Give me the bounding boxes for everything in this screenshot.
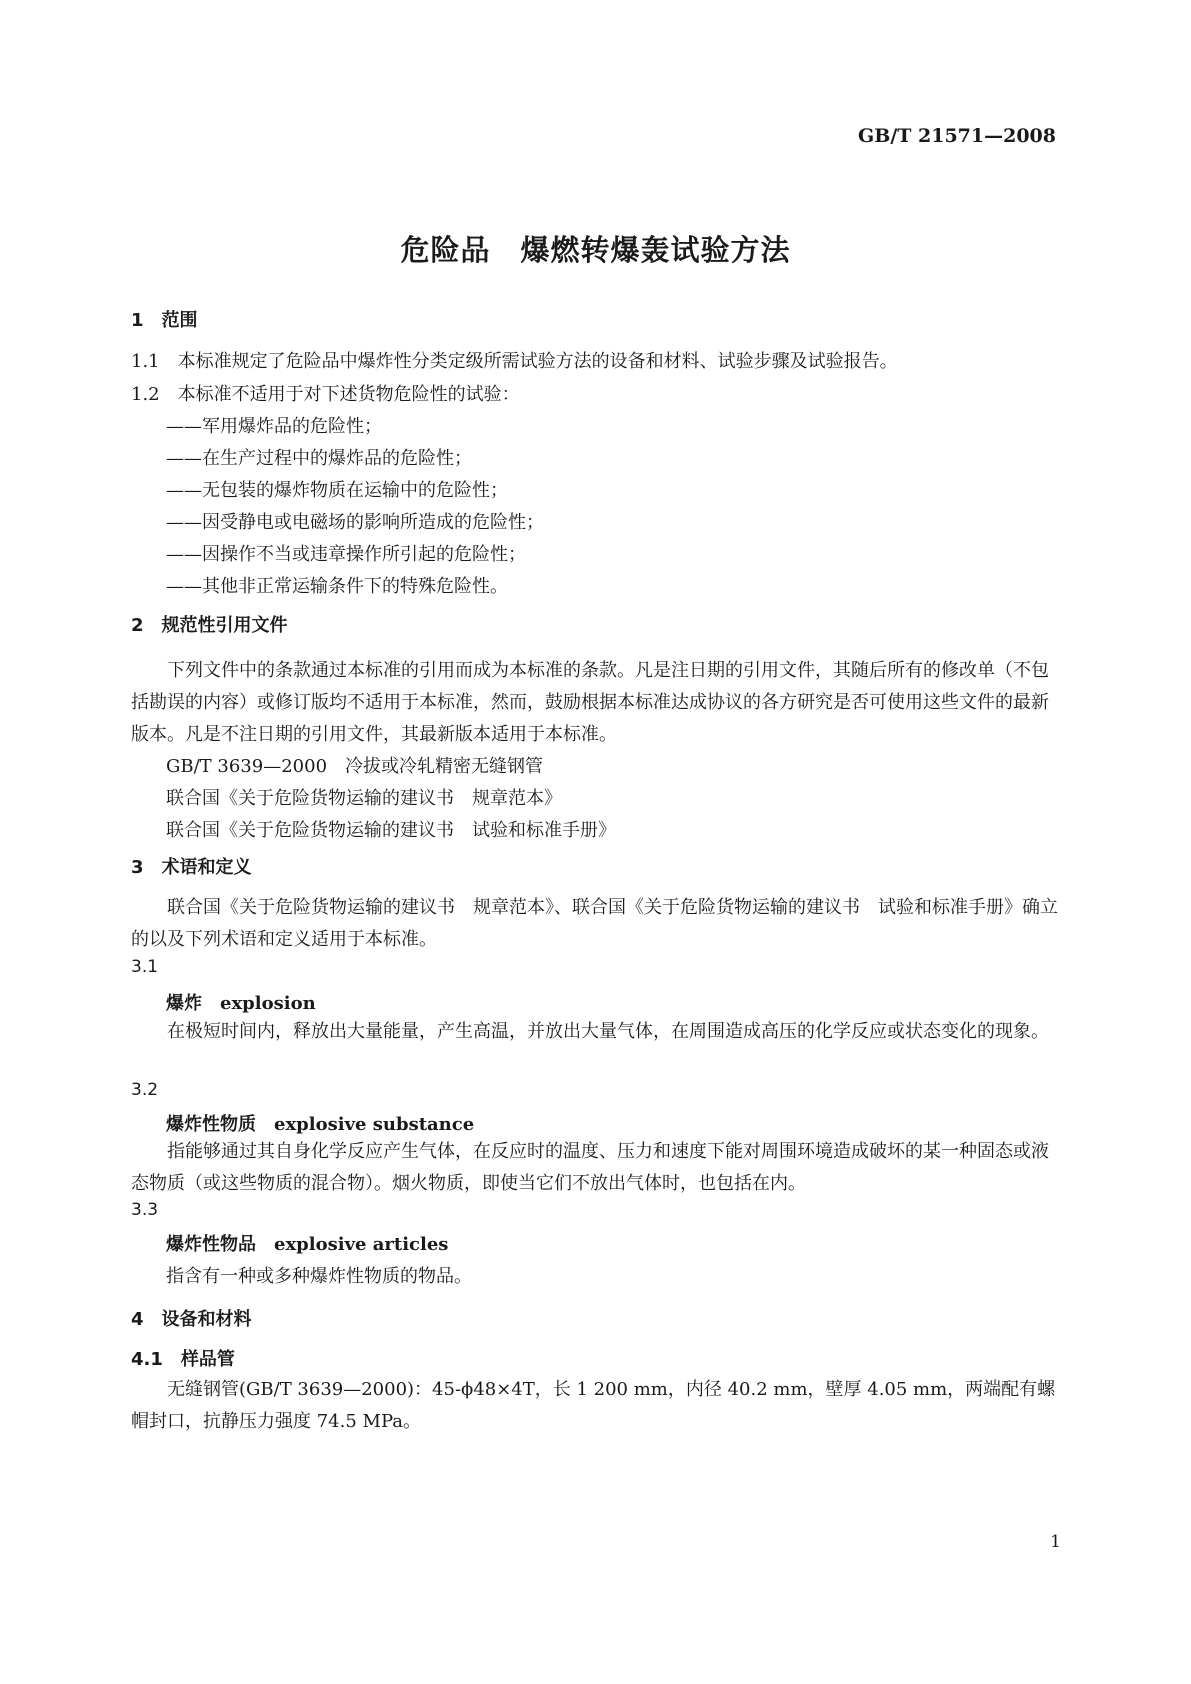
term-definition: 指含有一种或多种爆炸性物质的物品。	[166, 1266, 472, 1287]
reference-item: 联合国《关于危险货物运输的建议书 规章范本》	[166, 788, 562, 809]
section-4-heading: 4 设备和材料	[131, 1309, 252, 1330]
term-number: 3.1	[131, 957, 159, 977]
term-number: 3.2	[131, 1080, 159, 1100]
clause-1-2: 1.2 本标准不适用于对下述货物危险性的试验：	[131, 384, 520, 405]
term-number: 3.3	[131, 1200, 159, 1220]
clause-4-1-heading: 4.1 样品管	[131, 1349, 235, 1370]
term-definition: 在极短时间内，释放出大量能量，产生高温，并放出大量气体，在周围造成高压的化学反应或状态变化的现象。	[167, 1021, 1049, 1042]
term-name: 爆炸 explosion	[166, 993, 316, 1014]
section-2-paragraph: 下列文件中的条款通过本标准的引用而成为本标准的条款。凡是注日期的引用文件，其随后所有的修改单（不包括勘误的内容）或修订版均不适用于本标准，然而，鼓励根据本标准达成协议的各方研究是否可使用这些文件的最新版本。凡是不注日期的引用文件，其最新版本适用于本标准。	[131, 660, 1049, 745]
page-number: 1	[1050, 1532, 1061, 1552]
reference-item: 联合国《关于危险货物运输的建议书 试验和标准手册》	[166, 820, 616, 841]
reference-item: GB/T 3639—2000 冷拔或冷轧精密无缝钢管	[166, 756, 544, 777]
term-name: 爆炸性物品 explosive articles	[166, 1234, 449, 1255]
document-title: 危险品 爆燃转爆轰试验方法	[400, 233, 791, 267]
list-item: ——无包装的爆炸物质在运输中的危险性；	[166, 480, 508, 501]
term-name: 爆炸性物质 explosive substance	[166, 1114, 475, 1135]
list-item: ——军用爆炸品的危险性；	[166, 416, 382, 437]
section-1-heading: 1 范围	[131, 310, 198, 331]
section-3-paragraph: 联合国《关于危险货物运输的建议书 规章范本》、联合国《关于危险货物运输的建议书 试验和标准手册》确立的以及下列术语和定义适用于本标准。	[131, 897, 1058, 950]
list-item: ——在生产过程中的爆炸品的危险性；	[166, 448, 472, 469]
list-item: ——因受静电或电磁场的影响所造成的危险性；	[166, 512, 544, 533]
section-2-heading: 2 规范性引用文件	[131, 615, 288, 636]
clause-4-1-paragraph: 无缝钢管(GB/T 3639—2000)：45-ϕ48×4T，长 1 200 mm，内径 40.2 mm，壁厚 4.05 mm，两端配有螺帽封口，抗静压力强度 74.5 MPa。	[131, 1379, 1056, 1432]
list-item: ——因操作不当或违章操作所引起的危险性；	[166, 544, 526, 565]
standard-number: GB/T 21571—2008	[858, 125, 1056, 147]
clause-1-1: 1.1 本标准规定了危险品中爆炸性分类定级所需试验方法的设备和材料、试验步骤及试验报告。	[131, 351, 898, 372]
section-3-heading: 3 术语和定义	[131, 857, 252, 878]
term-definition: 指能够通过其自身化学反应产生气体，在反应时的温度、压力和速度下能对周围环境造成破坏的某一种固态或液态物质（或这些物质的混合物）。烟火物质，即使当它们不放出气体时，也包括在内。	[131, 1141, 1049, 1194]
list-item: ——其他非正常运输条件下的特殊危险性。	[166, 576, 508, 597]
